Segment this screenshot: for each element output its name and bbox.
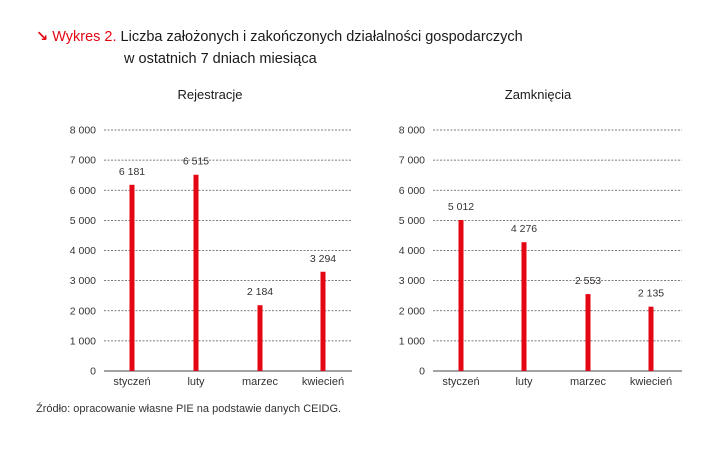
y-tick-label: 6 000: [69, 184, 96, 197]
x-category-label: luty: [187, 376, 205, 388]
x-category-label: marzec: [241, 376, 279, 388]
arrow-down-right-icon: ↘: [36, 29, 49, 45]
y-tick-label: 4 000: [398, 245, 425, 257]
bar: [649, 307, 654, 371]
chart-title: Rejestracje: [177, 87, 243, 102]
data-label: 2 135: [637, 287, 665, 300]
x-category-label: luty: [515, 376, 533, 388]
y-tick-label: 4 000: [69, 245, 96, 257]
y-tick-label: 2 000: [69, 305, 96, 318]
bar: [586, 294, 591, 371]
y-tick-label: 8 000: [69, 124, 96, 137]
data-label: 3 294: [309, 252, 337, 265]
x-category-label: styczeń: [113, 376, 151, 388]
y-tick-label: 1 000: [398, 335, 425, 348]
data-label: 4 276: [510, 223, 538, 236]
y-tick-label: 5 000: [69, 214, 96, 227]
bar: [321, 272, 326, 371]
chart-title: Zamknięcia: [504, 87, 572, 102]
figure-label: Wykres 2.: [52, 29, 117, 45]
y-tick-label: 2 000: [398, 305, 425, 318]
y-tick-label: 6 000: [398, 184, 425, 197]
y-tick-label: 8 000: [398, 124, 425, 137]
y-tick-label: 5 000: [398, 214, 425, 227]
bar: [522, 242, 527, 371]
y-tick-label: 3 000: [398, 275, 425, 288]
bar: [130, 185, 135, 371]
data-label: 5 012: [447, 201, 475, 214]
data-label: 6 515: [182, 155, 210, 168]
y-tick-label: 0: [419, 365, 425, 378]
data-label: 2 184: [246, 286, 274, 299]
data-label: 6 181: [118, 165, 146, 178]
y-tick-label: 1 000: [69, 335, 96, 348]
y-tick-label: 7 000: [398, 154, 425, 167]
bar: [258, 305, 263, 371]
source-note: Źródło: opracowanie własne PIE na podstawie danych CEIDG.: [36, 403, 342, 415]
y-tick-label: 3 000: [69, 275, 96, 288]
bar: [459, 220, 464, 371]
data-label: 2 553: [574, 275, 602, 288]
x-category-label: styczeń: [442, 376, 480, 388]
x-category-label: marzec: [569, 376, 607, 388]
bar: [194, 175, 199, 371]
y-tick-label: 7 000: [69, 154, 96, 167]
figure-title-line-1: Liczba założonych i zakończonych działalności gospodarczych: [120, 29, 523, 45]
x-category-label: kwiecień: [301, 376, 345, 388]
x-category-label: kwiecień: [629, 376, 673, 388]
figure-title-line-2: w ostatnich 7 dniach miesiąca: [124, 51, 317, 67]
y-tick-label: 0: [90, 365, 96, 378]
